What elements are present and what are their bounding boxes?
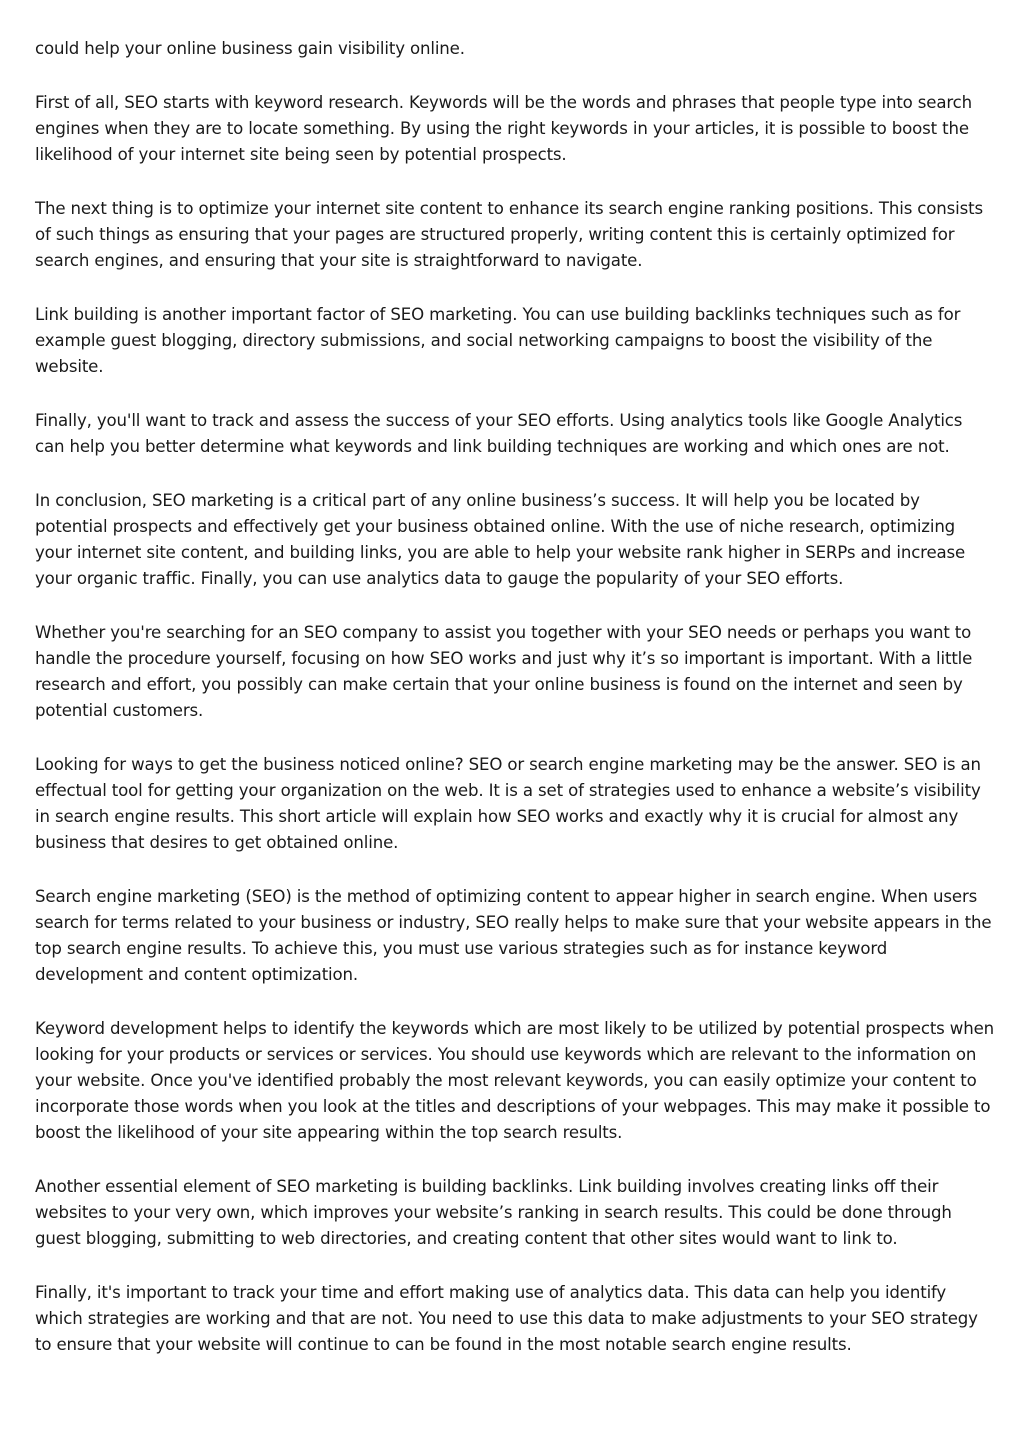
paragraph-10: Keyword development helps to identify the keywords which are most likely to be utilized by potential prospects when looking for your products or services or services. You should use keywords which are relevant to the information on your website. Once you've identified probably the most relevant keywords, you can easily optimize your content to incorporate those words when you look at the titles and descriptions of your webpages. This may make it possible to boost the likelihood of your site appearing within the top search results. [35,1019,995,1142]
paragraph-12: Finally, it's important to track your time and effort making use of analytics data. This data can help you identify which strategies are working and that are not. You need to use this data to make adjustments to your SEO strategy to ensure that your website will continue to can be found in the most notable search engine results. [35,1283,978,1354]
paragraph-5: Finally, you'll want to track and assess the success of your SEO efforts. Using analytics tools like Google Analytics can help you better determine what keywords and link building techniques are working and which ones are not. [35,411,963,456]
paragraph-1: could help your online business gain visibility online. [35,39,465,58]
paragraph-8: Looking for ways to get the business noticed online? SEO or search engine marketing may be the answer. SEO is an effectual tool for getting your organization on the web. It is a set of strategies used to enhance a website’s visibility in search engine results. This short article will explain how SEO works and exactly why it is crucial for almost any business that desires to get obtained online. [35,755,981,852]
paragraph-7: Whether you're searching for an SEO company to assist you together with your SEO needs or perhaps you want to handle the procedure yourself, focusing on how SEO works and just why it’s so important is important. With a little research and effort, you possibly can make certain that your online business is found on the internet and seen by potential customers. [35,623,973,720]
paragraph-3: The next thing is to optimize your internet site content to enhance its search engine ranking positions. This consists of such things as ensuring that your pages are structured properly, writing content this is certainly optimized for search engines, and ensuring that your site is straightforward to navigate. [35,199,983,270]
paragraph-6: In conclusion, SEO marketing is a critical part of any online business’s success. It will help you be located by potential prospects and effectively get your business obtained online. With the use of niche research, optimizing your internet site content, and building links, you are able to help your website rank higher in SERPs and increase your organic traffic. Finally, you can use analytics data to gauge the popularity of your SEO efforts. [35,491,966,588]
document-body [35,36,995,1386]
paragraph-4: Link building is another important factor of SEO marketing. You can use building backlinks techniques such as for example guest blogging, directory submissions, and social networking campaigns to boost the visibility of the website. [35,305,961,376]
paragraph-11: Another essential element of SEO marketing is building backlinks. Link building involves creating links off their websites to your very own, which improves your website’s ranking in search results. This could be done through guest blogging, submitting to web directories, and creating content that other sites would want to link to. [35,1177,952,1248]
paragraph-9: Search engine marketing (SEO) is the method of optimizing content to appear higher in search engine. When users search for terms related to your business or industry, SEO really helps to make sure that your website appears in the top search engine results. To achieve this, you must use various strategies such as for instance keyword development and content optimization. [35,887,992,984]
paragraph-2: First of all, SEO starts with keyword research. Keywords will be the words and phrases that people type into search engines when they are to locate something. By using the right keywords in your articles, it is possible to boost the likelihood of your internet site being seen by potential prospects. [35,93,973,164]
